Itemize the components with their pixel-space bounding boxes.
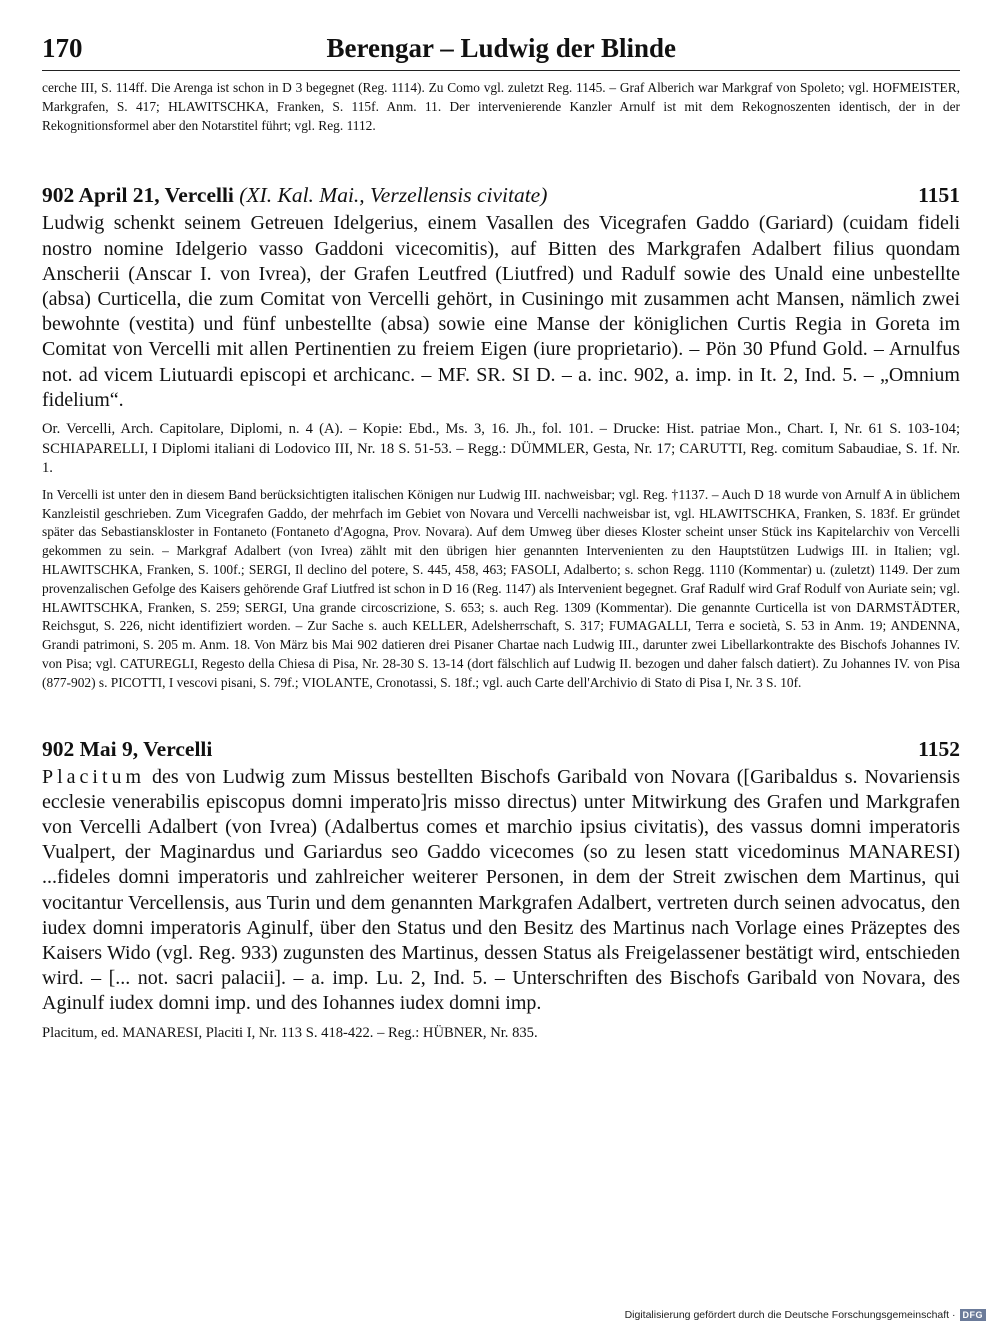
regest-number: 1151 [918, 183, 960, 208]
regest-heading [42, 181, 960, 209]
regest-number: 1152 [918, 736, 960, 761]
page-number: 170 [42, 33, 83, 63]
dfg-logo: DFG [960, 1309, 987, 1321]
regest-date-latin: (XI. Kal. Mai., Verzellensis civitate) [239, 183, 548, 208]
continuation-commentary [42, 79, 960, 135]
regest-1151 [42, 181, 960, 692]
continuation-text: cerche III, S. 114ff. Die Arenga ist schon in D 3 begegnet (Reg. 1114). Zu Como vgl. zuletzt Reg. 1145. – Graf Alberich war Markgraf von Spoleto; vgl. HOFMEISTER, Markgrafen, S. 417; HLAWITSCHKA, Franken, S. 115f. Anm. 11. Der intervenierende Kanzler Arnulf ist mit dem Rekognoszenten identisch, der in der Rekognitionsformel aber den Notarstitel führt; vgl. Reg. 1112. [42, 80, 960, 133]
regest-1152 [42, 735, 960, 1044]
regest-date-place: 902 Mai 9, Vercelli [42, 736, 213, 761]
regest-date-place: 902 April 21, Vercelli [42, 183, 234, 208]
regest-body-lead: Placitum [42, 765, 146, 788]
regest-heading [42, 735, 960, 763]
regest-tradition: Or. Vercelli, Arch. Capitolare, Diplomi, n. 4 (A). – Kopie: Ebd., Ms. 3, 16. Jh., fol. 101. – Drucke: Hist. patriae Mon., Chart. I, Nr. 61 S. 103-104; SCHIAPARELLI, I Diplomi italiani di Lodovico III, Nr. 18 S. 51-53. – Regg.: DÜMMLER, Gesta, Nr. 17; CARUTTI, Reg. comitum Sabaudiae, S. 1f. Nr. 1. [42, 421, 960, 477]
regest-commentary: In Vercelli ist unter den in diesem Band berücksichtigten italischen Königen nur Ludwig III. nachweisbar; vgl. Reg. †1137. – Auch D 18 wurde von Arnulf A in üblichem Kanzleistil geschrieben. Zum Vicegrafen Gaddo, der mehrfach im Gebiet von Novara und Vercelli nachweisbar ist, vgl. HLAWITSCHKA, Franken, S. 183f. Er gründet später das Sebastianskloster in Fontaneto (Fontaneto d'Agogna, Prov. Novara). Auf dem Umweg über dieses Kloster scheint unser Stück ins Kapitelarchiv von Vercelli gekommen zu sein. – Markgraf Adalbert (von Ivrea) zählt mit den übrigen hier genannten Intervenienten zu den Hauptstützen Ludwigs III. in Italien; vgl. HLAWITSCHKA, Franken, S. 100f.; SERGI, Il declino del potere, S. 445, 458, 463; FASOLI, Adalberto; s. schon Regg. 1110 (Kommentar) u. (zuletzt) 1149. Der zum provenzalischen Gefolge des Kaisers gehörende Graf Liutfred ist schon in D 16 (Reg. 1147) als Intervenient begegnet. Graf Radulf wird Graf Rodulf von Auriate sein; vgl. HLAWITSCHKA, Franken, S. 259; SERGI, Una grande circoscrizione, S. 653; s. auch Reg. 1309 (Kommentar). Die genannte Curticella ist von DARMSTÄDTER, Reichsgut, S. 226, nicht identifiziert worden. – Zur Sache s. auch KELLER, Adelsherrschaft, S. 317; FUMAGALLI, Terra e società, S. 53 in Anm. 19; ANDENNA, Grandi patrimoni, S. 205 m. Anm. 18. Von März bis Mai 902 datieren drei Pisaner Chartae nach Ludwig III., darunter zwei Libellarkontrakte des Bischofs Johannes IV. von Pisa; vgl. CATUREGLI, Regesto della Chiesa di Pisa, Nr. 28-30 S. 13-14 (dort fälschlich auf Ludwig II. bezogen und daher falsch datiert). Zu Johannes IV. von Pisa (877-902) s. PICOTTI, I vescovi pisani, S. 79f.; VIOLANTE, Cronotassi, S. 18f.; vgl. auch Carte dell'Archivio di Stato di Pisa I, Nr. 3 S. 10f. [42, 486, 960, 690]
regest-body-text: des von Ludwig zum Missus bestellten Bischofs Garibald von Novara ([Garibaldus s. Novariensis ecclesie venerabilis episcopus domni imperato]ris misso directus) unter Mitwirkung des Grafen und Markgrafen von Vercelli Adalbert (von Ivrea) (Adalbertus comes et marchio ipsius civitatis), des vassus domni imperatoris Vualpert, der Maginardus und Gariardus seo Gaddo vicecomes (so zu lesen statt vicedominus MANARESI) ...fideles domni imperatoris und zahlreicher weiterer Personen, in dem der Streit zwischen dem Martinus, qui vocitantur Vercellensis, aus Turin und dem genannten Markgrafen Adalbert, vertreten durch seinen advocatus, den iudex domni imperatoris Aginulf, über den Status und den Besitz des Martinus nach Vorlage eines Präzeptes des Kaisers Wido (vgl. Reg. 933) zugunsten des Martinus, dessen Status als Freigelassener bestätigt wird, entschieden wird. – [... not. sacri palacii]. – a. imp. Lu. 2, Ind. 5. – Unterschriften des Bischofs Garibald von Novara, des Aginulf iudex domni imp. und des Iohannes iudex domni imp. [42, 765, 960, 1015]
dfg-footer [625, 1309, 986, 1321]
page [42, 30, 960, 1043]
running-title: Berengar – Ludwig der Blinde [326, 33, 677, 63]
page-header [42, 30, 960, 71]
footer-text: Digitalisierung gefördert durch die Deutsche Forschungsgemeinschaft · [624, 1309, 956, 1321]
regest-body: Ludwig schenkt seinem Getreuen Idelgerius, einem Vasallen des Vicegrafen Gaddo (Gariard) (cuidam fideli nostro nomine Idelgerio vasso Gaddoni vicecomitis), auf Bitten des Markgrafen Adalbert filius quondam Anscherii (Anscar I. von Ivrea), der Grafen Leutfred (Liutfred) und Radulf sowie des Unald eine unbestellte (absa) Curticella, die zum Comitat von Vercelli gehört, in Cusiningo mit zusammen acht Mansen, nämlich zwei bewohnte (vestita) und fünf unbestellte (absa) sowie eine Manse der königlichen Curtis Regia in Goreta im Comitat von Vercelli mit allen Pertinentien zu freiem Eigen (iure proprietario). – Pön 30 Pfund Gold. – Arnulfus not. ad vicem Liutuardi episcopi et archicanc. – MF. SR. SI D. – a. inc. 902, a. imp. in It. 2, Ind. 5. – „Omnium fidelium“. [42, 212, 960, 411]
regest-body [42, 765, 960, 1017]
regest-tradition: Placitum, ed. MANARESI, Placiti I, Nr. 113 S. 418-422. – Reg.: HÜBNER, Nr. 835. [42, 1024, 538, 1041]
